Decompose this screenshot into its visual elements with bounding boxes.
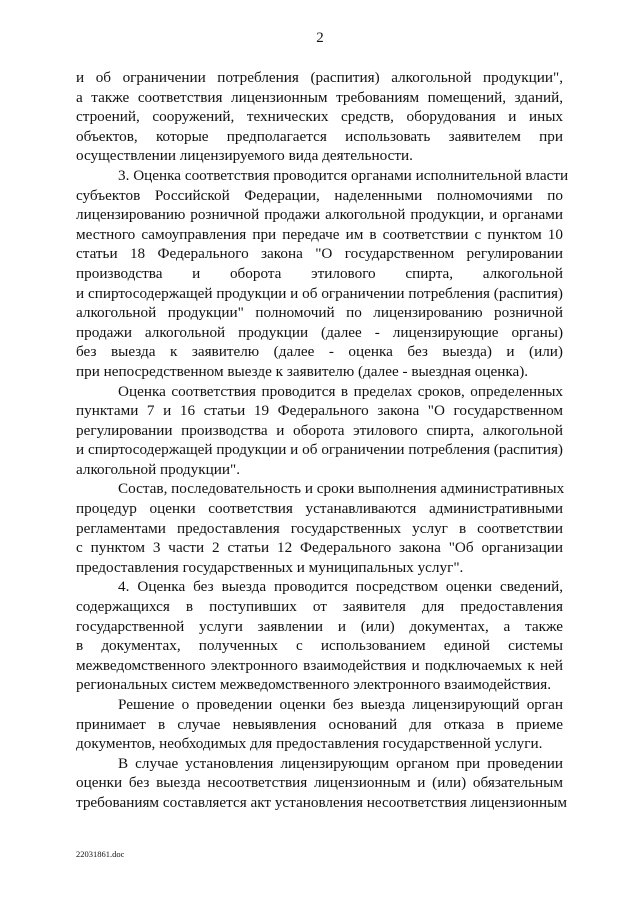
text-line: государственной услуги заявлении и (или) документах, а также — [76, 617, 563, 635]
text-line: с пунктом 3 части 2 статьи 12 Федерального закона "Об организации — [76, 539, 563, 557]
text-line: регулировании производства и оборота этилового спирта, алкогольной — [76, 421, 563, 439]
text-line: межведомственного электронного взаимодействия и подключаемых к ней — [76, 656, 563, 674]
text-line: пунктами 7 и 16 статьи 19 Федерального закона "О государственном — [76, 402, 563, 420]
text-line: продажи алкогольной продукции (далее - лицензирующие органы) — [76, 323, 563, 341]
text-line: при непосредственном выезде к заявителю (далее - выездная оценка). — [76, 362, 529, 380]
paragraph — [76, 166, 569, 382]
text-line: регламентами предоставления государственных услуг в соответствии — [76, 519, 563, 537]
text-line: Решение о проведении оценки без выезда лицензирующий орган — [118, 696, 563, 713]
text-line: В случае установления лицензирующим органом при проведении — [118, 754, 563, 772]
text-line: процедур оценки соответствия устанавливаются административными — [76, 500, 563, 518]
text-line: 4. Оценка без выезда проводится посредством оценки сведений, — [118, 578, 563, 596]
text-line: алкогольной продукции". — [76, 460, 241, 478]
text-line: Состав, последовательность и сроки выполнения административных — [118, 480, 565, 498]
text-line: без выезда к заявителю (далее - оценка без выезда) и (или) — [76, 343, 563, 361]
paragraph — [76, 695, 563, 754]
text-line: осуществлении лицензируемого вида деятельности. — [76, 147, 413, 165]
paragraph — [76, 754, 567, 813]
text-line: и спиртосодержащей продукции и об ограничении потребления (распития) — [76, 284, 563, 302]
paragraph — [76, 577, 563, 695]
text-line: в документах, полученных с использованием единой системы — [76, 637, 563, 655]
text-line: предоставления государственных и муниципальных услуг". — [76, 558, 464, 576]
text-line: документов, необходимых для предоставления государственной услуги. — [76, 735, 543, 753]
text-line: объектов, которые предполагается использовать заявителем при — [76, 127, 563, 145]
text-line: и спиртосодержащей продукции и об ограничении потребления (распития) — [76, 441, 563, 459]
text-line: статьи 18 Федерального закона "О государственном регулировании — [76, 245, 563, 263]
text-line: содержащихся в поступивших от заявителя для предоставления — [76, 598, 563, 616]
text-line: требованиям составляется акт установления несоответствия лицензионным — [76, 793, 567, 811]
text-line: а также соответствия лицензионным требованиям помещений, зданий, — [76, 88, 563, 106]
text-line: производства и оборота этилового спирта, алкогольной — [76, 264, 563, 282]
text-line: региональных систем межведомственного электронного взаимодействия. — [76, 676, 552, 694]
page-number: 2 — [316, 30, 324, 46]
text-line: местного самоуправления при передаче им в соответствии с пунктом 10 — [76, 225, 563, 243]
text-line: строений, сооружений, технических средств, оборудования и иных — [76, 108, 563, 126]
text-line: и об ограничении потребления (распития) алкогольной продукции", — [76, 69, 563, 86]
text-line: оценки без выезда несоответствия лицензионным и (или) обязательным — [76, 774, 563, 792]
paragraph — [76, 68, 563, 166]
document-file-code: 22031861.doc — [76, 849, 125, 859]
paragraph — [76, 382, 563, 480]
text-line: принимает в случае невыявления оснований для отказа в приеме — [76, 715, 563, 733]
document-body — [76, 68, 569, 813]
paragraph — [76, 479, 563, 577]
text-line: субъектов Российской Федерации, наделенными полномочиями по — [76, 186, 563, 204]
text-line: Оценка соответствия проводится в пределах сроков, определенных — [118, 382, 563, 400]
text-line: алкогольной продукции" полномочий по лицензированию розничной — [76, 304, 563, 322]
text-line: 3. Оценка соответствия проводится органами исполнительной власти — [118, 166, 569, 184]
text-line: лицензированию розничной продажи алкогольной продукции, и органами — [76, 206, 563, 224]
